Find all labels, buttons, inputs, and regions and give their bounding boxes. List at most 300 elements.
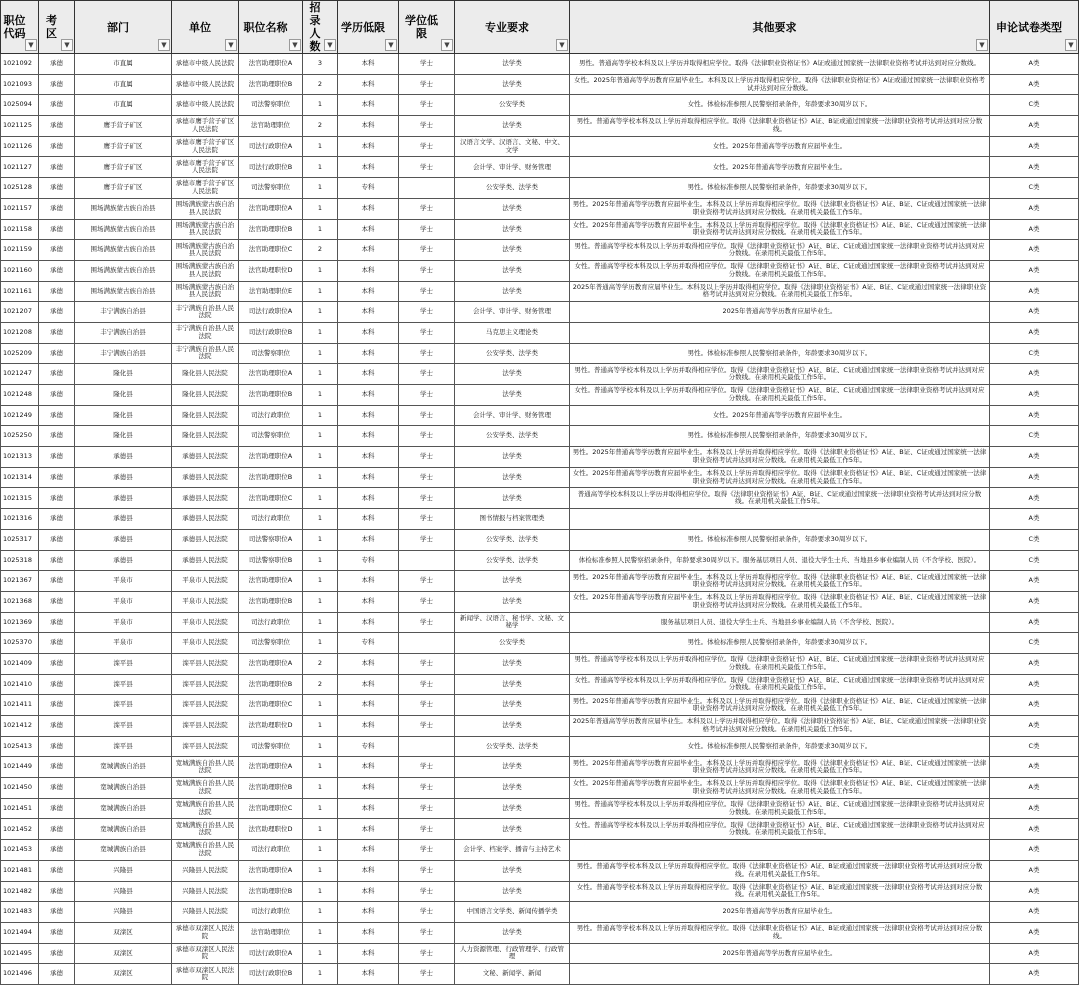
table-row [1,198,1079,219]
cell-headcount: 1 [303,157,338,178]
cell-headcount: 1 [303,964,338,985]
cell-headcount: 1 [303,343,338,364]
cell-min-degree: 学士 [399,74,455,95]
cell-unit: 承德市双滦区人民法院 [172,922,239,943]
cell-department: 丰宁满族自治县 [75,302,172,323]
cell-job-code: 1025370 [1,633,39,654]
cell-position-name: 司法行政职位B [239,964,303,985]
cell-job-code: 1025413 [1,736,39,757]
cell-headcount: 1 [303,757,338,778]
cell-exam-area: 承德 [39,364,75,385]
cell-other-requirements: 服务基层项目人员、退役大学生士兵、当地县乡事业编制人员（不含学校、医院）。 [570,612,990,633]
cell-job-code: 1021208 [1,322,39,343]
cell-unit: 滦平县人民法院 [172,695,239,716]
cell-unit: 承德市中级人民法院 [172,74,239,95]
cell-unit: 承德县人民法院 [172,529,239,550]
cell-min-degree: 学士 [399,385,455,406]
cell-min-education: 本科 [338,509,399,530]
cell-department: 平泉市 [75,612,172,633]
cell-min-education: 专科 [338,178,399,199]
cell-min-education: 本科 [338,364,399,385]
cell-major-requirement: 法学类 [455,881,570,902]
cell-unit: 承德市鹰手营子矿区人民法院 [172,136,239,157]
cell-exam-area: 承德 [39,922,75,943]
table-row [1,157,1079,178]
cell-other-requirements: 男性。体检标准参照人民警察招录条件，年龄要求30周岁以下。 [570,178,990,199]
cell-essay-paper-type: A类 [990,157,1079,178]
cell-other-requirements: 男性。普通高等学校本科及以上学历并取得相应学位。取得《法律职业资格证书》A证、B证、C证或通过国家统一法律职业资格考试并达到对应分数线。在录用机关最低工作5年。 [570,653,990,674]
cell-min-education: 本科 [338,902,399,923]
cell-headcount: 1 [303,840,338,861]
cell-unit: 丰宁满族自治县人民法院 [172,302,239,323]
cell-exam-area: 承德 [39,840,75,861]
cell-exam-area: 承德 [39,736,75,757]
cell-major-requirement: 法学类 [455,860,570,881]
column-header-major-requirement [455,1,570,54]
cell-department: 承德县 [75,509,172,530]
cell-department: 承德县 [75,467,172,488]
cell-position-name: 司法行政职位B [239,157,303,178]
cell-position-name: 法官助理职位 [239,116,303,137]
cell-other-requirements: 女性。普通高等学校本科及以上学历并取得相应学位。取得《法律职业资格证书》A证、B证或通过国家统一法律职业资格考试并达到对应分数线。在录用机关最低工作5年。 [570,881,990,902]
cell-headcount: 1 [303,405,338,426]
cell-min-education: 本科 [338,385,399,406]
cell-min-degree: 学士 [399,964,455,985]
cell-major-requirement: 法学类 [455,757,570,778]
cell-unit: 兴隆县人民法院 [172,860,239,881]
cell-department: 滦平县 [75,695,172,716]
cell-essay-paper-type: A类 [990,674,1079,695]
cell-position-name: 法官助理职位C [239,240,303,261]
cell-unit: 承德县人民法院 [172,467,239,488]
cell-essay-paper-type: A类 [990,467,1079,488]
cell-department: 围场满族蒙古族自治县 [75,219,172,240]
cell-position-name: 法官助理职位A [239,860,303,881]
cell-position-name: 法官助理职位A [239,364,303,385]
cell-position-name: 司法行政职位 [239,840,303,861]
cell-department: 隆化县 [75,426,172,447]
cell-headcount: 1 [303,550,338,571]
cell-unit: 承德县人民法院 [172,447,239,468]
table-row [1,260,1079,281]
cell-headcount: 1 [303,571,338,592]
cell-min-education: 本科 [338,405,399,426]
cell-exam-area: 承德 [39,74,75,95]
cell-department: 市直属 [75,74,172,95]
cell-major-requirement: 法学类 [455,385,570,406]
cell-department: 滦平县 [75,653,172,674]
cell-major-requirement: 法学类 [455,447,570,468]
cell-major-requirement: 法学类 [455,591,570,612]
cell-major-requirement: 法学类 [455,716,570,737]
cell-major-requirement: 法学类 [455,281,570,302]
cell-department: 兴隆县 [75,860,172,881]
table-row [1,757,1079,778]
cell-position-name: 法官助理职位B [239,219,303,240]
table-header-row [1,1,1079,54]
cell-other-requirements: 男性。普通高等学校本科及以上学历并取得相应学位。取得《法律职业资格证书》A证或通过国家统一法律职业资格考试并达到对应分数线。 [570,54,990,75]
table-row [1,860,1079,881]
cell-headcount: 1 [303,509,338,530]
cell-headcount: 1 [303,302,338,323]
cell-min-degree: 学士 [399,198,455,219]
cell-exam-area: 承德 [39,95,75,116]
cell-position-name: 司法行政职位 [239,902,303,923]
table-row [1,426,1079,447]
cell-essay-paper-type: A类 [990,116,1079,137]
cell-position-name: 法官助理职位B [239,385,303,406]
table-row [1,550,1079,571]
cell-min-education: 本科 [338,881,399,902]
cell-other-requirements: 男性。体检标准参照人民警察招录条件，年龄要求30周岁以下。 [570,529,990,550]
cell-min-degree: 学士 [399,219,455,240]
filter-dropdown-icon[interactable]: ▼ [61,39,73,51]
cell-headcount: 1 [303,736,338,757]
cell-major-requirement: 公安学类 [455,95,570,116]
cell-major-requirement: 法学类 [455,778,570,799]
cell-job-code: 1021450 [1,778,39,799]
cell-major-requirement: 法学类 [455,198,570,219]
cell-major-requirement: 文秘、新闻学、新闻 [455,964,570,985]
cell-department: 鹰手营子矿区 [75,178,172,199]
filter-dropdown-icon[interactable]: ▼ [556,39,568,51]
cell-min-degree [399,178,455,199]
cell-headcount: 1 [303,467,338,488]
cell-exam-area: 承德 [39,902,75,923]
cell-department: 围场满族蒙古族自治县 [75,260,172,281]
cell-job-code: 1021494 [1,922,39,943]
cell-department: 承德县 [75,488,172,509]
cell-min-degree: 学士 [399,405,455,426]
cell-headcount: 1 [303,902,338,923]
cell-essay-paper-type: A类 [990,840,1079,861]
cell-department: 宽城满族自治县 [75,840,172,861]
column-header-label: 申论试卷类型 [996,20,1062,34]
cell-job-code: 1025128 [1,178,39,199]
cell-essay-paper-type: A类 [990,922,1079,943]
cell-major-requirement: 法学类 [455,219,570,240]
cell-min-degree: 学士 [399,612,455,633]
cell-exam-area: 承德 [39,322,75,343]
cell-essay-paper-type: A类 [990,860,1079,881]
cell-major-requirement: 法学类 [455,653,570,674]
cell-position-name: 法官助理职位C [239,695,303,716]
cell-department: 隆化县 [75,405,172,426]
cell-essay-paper-type: A类 [990,260,1079,281]
cell-essay-paper-type: A类 [990,757,1079,778]
table-row [1,943,1079,964]
cell-essay-paper-type: A类 [990,716,1079,737]
cell-other-requirements: 女性。2025年普通高等学历教育应届毕业生。本科及以上学历并取得相应学位。取得《法律职业资格证书》A证、B证、C证或通过国家统一法律职业资格考试并达到对应分数线。在录用机关最低工作5年。 [570,467,990,488]
cell-exam-area: 承德 [39,488,75,509]
cell-other-requirements: 女性。普通高等学校本科及以上学历并取得相应学位。取得《法律职业资格证书》A证、B证、C证或通过国家统一法律职业资格考试并达到对应分数线。在录用机关最低工作5年。 [570,674,990,695]
cell-min-degree: 学士 [399,240,455,261]
cell-major-requirement: 图书情报与档案管理类 [455,509,570,530]
cell-department: 围场满族蒙古族自治县 [75,240,172,261]
cell-min-degree: 学士 [399,529,455,550]
cell-essay-paper-type: A类 [990,964,1079,985]
table-row [1,74,1079,95]
cell-essay-paper-type: A类 [990,302,1079,323]
cell-major-requirement: 法学类 [455,364,570,385]
cell-other-requirements: 男性。体检标准参照人民警察招录条件，年龄要求30周岁以下。 [570,633,990,654]
cell-unit: 承德县人民法院 [172,550,239,571]
cell-exam-area: 承德 [39,240,75,261]
cell-job-code: 1021451 [1,798,39,819]
cell-exam-area: 承德 [39,550,75,571]
column-header-position-name [239,1,303,54]
cell-unit: 宽城满族自治县人民法院 [172,819,239,840]
cell-min-education: 本科 [338,819,399,840]
table-row [1,219,1079,240]
cell-department: 宽城满族自治县 [75,798,172,819]
cell-other-requirements: 女性。体检标准参照人民警察招录条件，年龄要求30周岁以下。 [570,736,990,757]
cell-min-degree [399,550,455,571]
cell-other-requirements: 2025年普通高等学历教育应届毕业生。 [570,902,990,923]
cell-position-name: 法官助理职位D [239,716,303,737]
cell-min-degree: 学士 [399,840,455,861]
cell-min-education: 本科 [338,426,399,447]
cell-headcount: 1 [303,778,338,799]
cell-job-code: 1021482 [1,881,39,902]
column-header-label: 职位代码 [3,14,26,40]
cell-job-code: 1021159 [1,240,39,261]
cell-job-code: 1021409 [1,653,39,674]
cell-other-requirements [570,322,990,343]
table-row [1,364,1079,385]
cell-job-code: 1021410 [1,674,39,695]
cell-department: 市直属 [75,95,172,116]
column-header-label: 单位 [189,20,211,34]
cell-major-requirement: 公安学类 [455,633,570,654]
cell-min-degree: 学士 [399,509,455,530]
cell-exam-area: 承德 [39,116,75,137]
cell-unit: 宽城满族自治县人民法院 [172,757,239,778]
cell-exam-area: 承德 [39,757,75,778]
cell-job-code: 1021092 [1,54,39,75]
cell-other-requirements: 男性。2025年普通高等学历教育应届毕业生。本科及以上学历并取得相应学位。取得《法律职业资格证书》A证、B证、C证或通过国家统一法律职业资格考试并达到对应分数线。在录用机关最低工作5年。 [570,198,990,219]
cell-headcount: 1 [303,881,338,902]
cell-major-requirement: 法学类 [455,260,570,281]
cell-position-name: 法官助理职位B [239,74,303,95]
cell-unit: 平泉市人民法院 [172,612,239,633]
cell-min-degree: 学士 [399,943,455,964]
table-row [1,591,1079,612]
cell-department: 承德县 [75,550,172,571]
cell-other-requirements: 女性。2025年普通高等学历教育应届毕业生。 [570,157,990,178]
cell-position-name: 司法警察职位 [239,95,303,116]
column-header-unit [172,1,239,54]
cell-min-degree [399,633,455,654]
cell-unit: 滦平县人民法院 [172,716,239,737]
cell-essay-paper-type: A类 [990,364,1079,385]
cell-essay-paper-type: A类 [990,219,1079,240]
cell-exam-area: 承德 [39,778,75,799]
table-row [1,529,1079,550]
cell-job-code: 1025094 [1,95,39,116]
cell-other-requirements: 男性。2025年普通高等学历教育应届毕业生。本科及以上学历并取得相应学位。取得《法律职业资格证书》A证、B证、C证或通过国家统一法律职业资格考试并达到对应分数线。在录用机关最低工作5年。 [570,757,990,778]
cell-other-requirements: 2025年普通高等学历教育应届毕业生。 [570,943,990,964]
cell-unit: 承德市中级人民法院 [172,54,239,75]
cell-exam-area: 承德 [39,695,75,716]
cell-unit: 平泉市人民法院 [172,591,239,612]
cell-other-requirements: 女性。2025年普通高等学历教育应届毕业生。本科及以上学历并取得相应学位。取得《法律职业资格证书》A证、B证、C证或通过国家统一法律职业资格考试并达到对应分数线。在录用机关最低工作5年。 [570,219,990,240]
cell-essay-paper-type: A类 [990,447,1079,468]
cell-position-name: 司法行政职位 [239,509,303,530]
cell-unit: 平泉市人民法院 [172,571,239,592]
cell-position-name: 司法警察职位A [239,529,303,550]
cell-major-requirement: 公安学类、法学类 [455,736,570,757]
cell-position-name: 法官助理职位B [239,778,303,799]
cell-position-name: 法官助理职位C [239,488,303,509]
cell-other-requirements: 女性。2025年普通高等学历教育应届毕业生。 [570,136,990,157]
cell-exam-area: 承德 [39,571,75,592]
cell-min-education: 本科 [338,467,399,488]
cell-other-requirements: 2025年普通高等学历教育应届毕业生。本科及以上学历并取得相应学位。取得《法律职业资格证书》A证、B证、C证或通过国家统一法律职业资格考试并达到对应分数线。在录用机关最低工作5年。 [570,281,990,302]
cell-min-degree: 学士 [399,860,455,881]
table-row [1,881,1079,902]
cell-unit: 兴隆县人民法院 [172,902,239,923]
cell-headcount: 1 [303,798,338,819]
cell-min-degree: 学士 [399,591,455,612]
cell-department: 兴隆县 [75,881,172,902]
cell-job-code: 1021127 [1,157,39,178]
cell-job-code: 1021368 [1,591,39,612]
cell-headcount: 1 [303,260,338,281]
table-row [1,302,1079,323]
cell-other-requirements [570,509,990,530]
cell-min-education: 本科 [338,95,399,116]
cell-department: 宽城满族自治县 [75,819,172,840]
cell-essay-paper-type: A类 [990,385,1079,406]
cell-essay-paper-type: A类 [990,612,1079,633]
cell-job-code: 1021248 [1,385,39,406]
cell-position-name: 司法警察职位 [239,736,303,757]
cell-job-code: 1021411 [1,695,39,716]
cell-headcount: 1 [303,529,338,550]
cell-headcount: 1 [303,364,338,385]
cell-unit: 围场满族蒙古族自治县人民法院 [172,198,239,219]
cell-department: 滦平县 [75,736,172,757]
cell-essay-paper-type: A类 [990,591,1079,612]
column-header-headcount [303,1,338,54]
filter-dropdown-icon[interactable]: ▼ [25,39,37,51]
table-row [1,54,1079,75]
cell-position-name: 法官助理职位A [239,757,303,778]
cell-job-code: 1021495 [1,943,39,964]
filter-dropdown-icon[interactable]: ▼ [225,39,237,51]
cell-unit: 隆化县人民法院 [172,364,239,385]
cell-min-degree: 学士 [399,778,455,799]
cell-position-name: 司法行政职位A [239,136,303,157]
cell-department: 滦平县 [75,674,172,695]
cell-major-requirement: 法学类 [455,240,570,261]
cell-major-requirement: 公安学类、法学类 [455,529,570,550]
cell-major-requirement: 法学类 [455,695,570,716]
cell-department: 围场满族蒙古族自治县 [75,281,172,302]
cell-other-requirements: 女性。2025年普通高等学历教育应届毕业生。 [570,405,990,426]
cell-unit: 承德市鹰手营子矿区人民法院 [172,178,239,199]
cell-department: 隆化县 [75,385,172,406]
cell-headcount: 2 [303,653,338,674]
cell-min-education: 本科 [338,302,399,323]
filter-dropdown-icon[interactable]: ▼ [441,39,453,51]
cell-headcount: 1 [303,178,338,199]
filter-dropdown-icon[interactable]: ▼ [324,39,336,51]
cell-essay-paper-type: C类 [990,529,1079,550]
cell-department: 围场满族蒙古族自治县 [75,198,172,219]
cell-job-code: 1021316 [1,509,39,530]
cell-essay-paper-type: A类 [990,136,1079,157]
cell-min-education: 本科 [338,591,399,612]
cell-department: 平泉市 [75,571,172,592]
filter-dropdown-icon[interactable]: ▼ [385,39,397,51]
cell-unit: 宽城满族自治县人民法院 [172,840,239,861]
cell-exam-area: 承德 [39,860,75,881]
filter-dropdown-icon[interactable]: ▼ [289,39,301,51]
cell-exam-area: 承德 [39,633,75,654]
cell-exam-area: 承德 [39,136,75,157]
cell-essay-paper-type: C类 [990,633,1079,654]
cell-unit: 宽城满族自治县人民法院 [172,778,239,799]
cell-major-requirement: 人力资源管理、行政管理学、行政管理 [455,943,570,964]
cell-essay-paper-type: A类 [990,943,1079,964]
cell-major-requirement: 法学类 [455,819,570,840]
cell-unit: 隆化县人民法院 [172,385,239,406]
cell-other-requirements: 2025年普通高等学历教育应届毕业生。本科及以上学历并取得相应学位。取得《法律职业资格证书》A证、B证、C证或通过国家统一法律职业资格考试并达到对应分数线。在录用机关最低工作5年。 [570,716,990,737]
cell-headcount: 1 [303,488,338,509]
cell-other-requirements: 2025年普通高等学历教育应届毕业生。 [570,302,990,323]
cell-exam-area: 承德 [39,529,75,550]
cell-min-education: 本科 [338,653,399,674]
cell-essay-paper-type: C类 [990,736,1079,757]
cell-exam-area: 承德 [39,467,75,488]
cell-min-education: 本科 [338,447,399,468]
table-row [1,922,1079,943]
cell-department: 丰宁满族自治县 [75,343,172,364]
cell-essay-paper-type: A类 [990,653,1079,674]
cell-essay-paper-type: A类 [990,322,1079,343]
table-row [1,736,1079,757]
cell-position-name: 法官助理职位B [239,467,303,488]
cell-job-code: 1021481 [1,860,39,881]
cell-essay-paper-type: A类 [990,881,1079,902]
cell-department: 宽城满族自治县 [75,757,172,778]
cell-exam-area: 承德 [39,716,75,737]
filter-dropdown-icon[interactable]: ▼ [1065,39,1077,51]
cell-major-requirement: 法学类 [455,571,570,592]
table-row [1,964,1079,985]
filter-dropdown-icon[interactable]: ▼ [976,39,988,51]
cell-job-code: 1021126 [1,136,39,157]
cell-other-requirements: 女性。普通高等学校本科及以上学历并取得相应学位。取得《法律职业资格证书》A证、B证、C证或通过国家统一法律职业资格考试并达到对应分数线。在录用机关最低工作5年。 [570,819,990,840]
filter-dropdown-icon[interactable]: ▼ [158,39,170,51]
cell-unit: 滦平县人民法院 [172,736,239,757]
cell-headcount: 1 [303,922,338,943]
cell-job-code: 1021158 [1,219,39,240]
cell-min-education: 本科 [338,54,399,75]
cell-position-name: 法官助理职位E [239,281,303,302]
cell-job-code: 1021207 [1,302,39,323]
cell-other-requirements: 女性。2025年普通高等学历教育应届毕业生。本科及以上学历并取得相应学位。取得《法律职业资格证书》A证、B证、C证或通过国家统一法律职业资格考试并达到对应分数线。在录用机关最低工作5年。 [570,778,990,799]
cell-other-requirements: 男性。普通高等学校本科及以上学历并取得相应学位。取得《法律职业资格证书》A证、B证或通过国家统一法律职业资格考试并达到对应分数线。 [570,922,990,943]
cell-min-degree: 学士 [399,467,455,488]
column-header-label: 专业要求 [485,20,529,34]
cell-position-name: 法官助理职位B [239,674,303,695]
cell-min-education: 本科 [338,281,399,302]
cell-headcount: 1 [303,943,338,964]
cell-essay-paper-type: A类 [990,819,1079,840]
